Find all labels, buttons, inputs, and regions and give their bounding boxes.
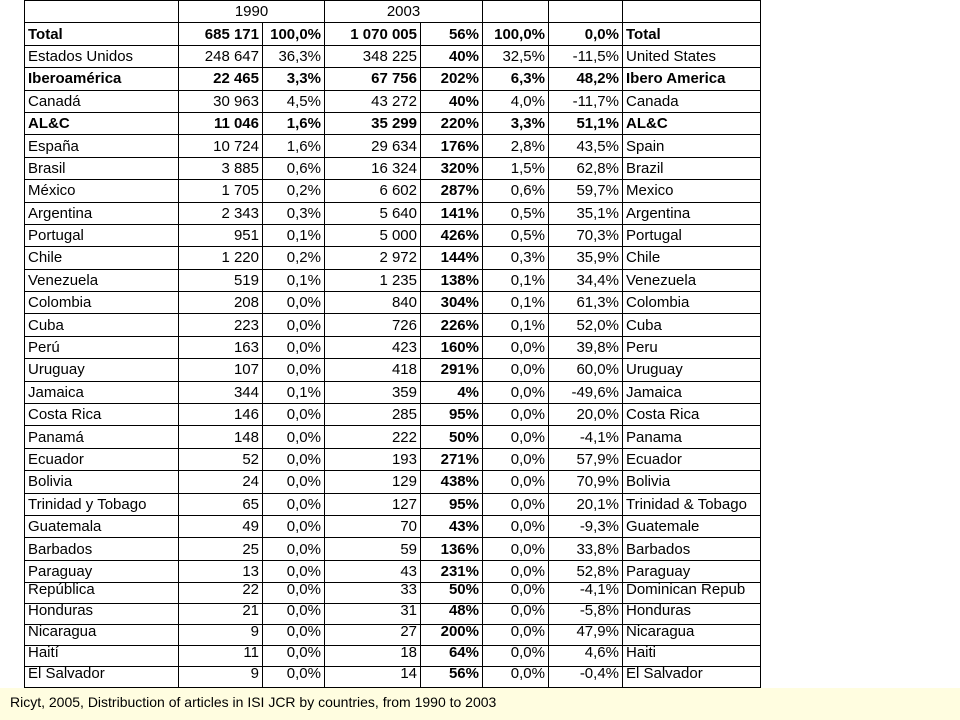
share-2003-cell: 0,0% (483, 493, 549, 515)
country-en-cell: Trinidad & Tobago (623, 493, 761, 515)
table-row (25, 448, 761, 470)
share-1990-cell: 0,1% (263, 381, 325, 403)
share-2003-cell: 0,0% (483, 625, 549, 646)
share-1990-cell: 0,1% (263, 269, 325, 291)
articles-1990-cell: 52 (179, 448, 263, 470)
articles-2003-cell: 193 (325, 448, 421, 470)
growth-cell: 136% (421, 538, 483, 560)
share-1990-cell: 0,3% (263, 202, 325, 224)
share-1990-cell: 0,0% (263, 560, 325, 582)
table-row (25, 292, 761, 314)
share-1990-cell: 0,0% (263, 448, 325, 470)
country-es-cell: México (25, 180, 179, 202)
articles-1990-cell: 65 (179, 493, 263, 515)
share-1990-cell: 4,5% (263, 90, 325, 112)
country-en-cell: Dominican Repub (623, 583, 761, 604)
share-1990-cell: 0,0% (263, 471, 325, 493)
country-es-cell: Canadá (25, 90, 179, 112)
share-change-cell: -11,5% (549, 45, 623, 67)
share-1990-cell: 36,3% (263, 45, 325, 67)
share-2003-cell: 0,0% (483, 359, 549, 381)
share-change-cell: 20,0% (549, 404, 623, 426)
share-change-cell: -0,4% (549, 667, 623, 688)
articles-1990-cell: 13 (179, 560, 263, 582)
articles-2003-cell: 14 (325, 667, 421, 688)
country-en-cell: Ibero America (623, 68, 761, 90)
share-change-cell: 70,3% (549, 224, 623, 246)
growth-cell: 426% (421, 224, 483, 246)
share-change-cell: 60,0% (549, 359, 623, 381)
articles-1990-cell: 685 171 (179, 23, 263, 45)
articles-2003-cell: 31 (325, 604, 421, 625)
country-es-cell: Costa Rica (25, 404, 179, 426)
share-change-cell: 59,7% (549, 180, 623, 202)
share-2003-cell: 0,0% (483, 448, 549, 470)
articles-2003-cell: 16 324 (325, 157, 421, 179)
table-row (25, 202, 761, 224)
share-2003-cell: 0,0% (483, 646, 549, 667)
growth-cell: 4% (421, 381, 483, 403)
source-caption: Ricyt, 2005, Distribuction of articles in ISI JCR by countries, from 1990 to 2003 (0, 688, 960, 720)
share-2003-cell: 0,0% (483, 604, 549, 625)
articles-2003-cell: 348 225 (325, 45, 421, 67)
share-change-cell: 35,1% (549, 202, 623, 224)
share-1990-cell: 0,0% (263, 314, 325, 336)
share-change-cell: 52,0% (549, 314, 623, 336)
articles-2003-cell: 1 235 (325, 269, 421, 291)
articles-2003-cell: 35 299 (325, 112, 421, 134)
country-en-cell: Total (623, 23, 761, 45)
share-2003-cell: 0,1% (483, 269, 549, 291)
articles-1990-cell: 146 (179, 404, 263, 426)
country-en-cell: Haiti (623, 646, 761, 667)
country-es-cell: Barbados (25, 538, 179, 560)
articles-1990-cell: 1 705 (179, 180, 263, 202)
country-es-cell: República (25, 583, 179, 604)
growth-cell: 144% (421, 247, 483, 269)
growth-cell: 50% (421, 426, 483, 448)
country-en-cell: Paraguay (623, 560, 761, 582)
table-row (25, 112, 761, 134)
share-2003-cell: 0,0% (483, 426, 549, 448)
articles-2003-cell: 127 (325, 493, 421, 515)
share-change-cell: 61,3% (549, 292, 623, 314)
share-change-cell: 48,2% (549, 68, 623, 90)
growth-cell: 320% (421, 157, 483, 179)
table-row (25, 157, 761, 179)
share-change-cell: 33,8% (549, 538, 623, 560)
share-change-cell: 43,5% (549, 135, 623, 157)
country-es-cell: Total (25, 23, 179, 45)
articles-1990-cell: 11 (179, 646, 263, 667)
country-en-cell: Uruguay (623, 359, 761, 381)
articles-1990-cell: 148 (179, 426, 263, 448)
header-blank (483, 1, 549, 23)
articles-2003-cell: 1 070 005 (325, 23, 421, 45)
share-change-cell: 39,8% (549, 336, 623, 358)
table-row (25, 646, 761, 667)
share-1990-cell: 0,0% (263, 538, 325, 560)
articles-1990-cell: 344 (179, 381, 263, 403)
articles-2003-cell: 67 756 (325, 68, 421, 90)
share-2003-cell: 0,0% (483, 583, 549, 604)
growth-cell: 64% (421, 646, 483, 667)
share-2003-cell: 0,0% (483, 667, 549, 688)
country-articles-table (24, 0, 761, 688)
country-en-cell: Barbados (623, 538, 761, 560)
country-es-cell: Colombia (25, 292, 179, 314)
share-1990-cell: 0,0% (263, 625, 325, 646)
country-en-cell: Ecuador (623, 448, 761, 470)
table-row (25, 45, 761, 67)
share-change-cell: -4,1% (549, 426, 623, 448)
articles-1990-cell: 10 724 (179, 135, 263, 157)
share-1990-cell: 0,0% (263, 336, 325, 358)
growth-cell: 95% (421, 404, 483, 426)
articles-2003-cell: 726 (325, 314, 421, 336)
table-row (25, 560, 761, 582)
share-change-cell: -49,6% (549, 381, 623, 403)
table-row (25, 583, 761, 604)
growth-cell: 438% (421, 471, 483, 493)
share-1990-cell: 0,0% (263, 404, 325, 426)
share-2003-cell: 0,0% (483, 381, 549, 403)
table-row (25, 625, 761, 646)
share-1990-cell: 0,0% (263, 292, 325, 314)
country-es-cell: Cuba (25, 314, 179, 336)
articles-2003-cell: 423 (325, 336, 421, 358)
table-row (25, 404, 761, 426)
articles-2003-cell: 840 (325, 292, 421, 314)
articles-1990-cell: 22 (179, 583, 263, 604)
articles-2003-cell: 29 634 (325, 135, 421, 157)
country-es-cell: Nicaragua (25, 625, 179, 646)
country-es-cell: Paraguay (25, 560, 179, 582)
articles-1990-cell: 9 (179, 625, 263, 646)
growth-cell: 202% (421, 68, 483, 90)
header-blank (623, 1, 761, 23)
growth-cell: 176% (421, 135, 483, 157)
share-2003-cell: 32,5% (483, 45, 549, 67)
share-2003-cell: 0,1% (483, 292, 549, 314)
share-1990-cell: 0,1% (263, 224, 325, 246)
articles-2003-cell: 5 000 (325, 224, 421, 246)
table-row (25, 359, 761, 381)
share-change-cell: 4,6% (549, 646, 623, 667)
country-en-cell: Portugal (623, 224, 761, 246)
articles-1990-cell: 3 885 (179, 157, 263, 179)
share-2003-cell: 0,5% (483, 202, 549, 224)
articles-2003-cell: 2 972 (325, 247, 421, 269)
share-change-cell: 62,8% (549, 157, 623, 179)
country-en-cell: Honduras (623, 604, 761, 625)
growth-cell: 226% (421, 314, 483, 336)
country-en-cell: Bolivia (623, 471, 761, 493)
share-1990-cell: 0,0% (263, 493, 325, 515)
articles-1990-cell: 2 343 (179, 202, 263, 224)
share-1990-cell: 0,0% (263, 426, 325, 448)
share-2003-cell: 0,0% (483, 471, 549, 493)
growth-cell: 56% (421, 23, 483, 45)
articles-2003-cell: 222 (325, 426, 421, 448)
country-es-cell: Bolivia (25, 471, 179, 493)
country-es-cell: Honduras (25, 604, 179, 625)
share-1990-cell: 3,3% (263, 68, 325, 90)
share-1990-cell: 0,0% (263, 604, 325, 625)
growth-cell: 141% (421, 202, 483, 224)
country-en-cell: Jamaica (623, 381, 761, 403)
country-es-cell: Haití (25, 646, 179, 667)
share-2003-cell: 4,0% (483, 90, 549, 112)
articles-1990-cell: 9 (179, 667, 263, 688)
growth-cell: 291% (421, 359, 483, 381)
articles-2003-cell: 59 (325, 538, 421, 560)
growth-cell: 50% (421, 583, 483, 604)
articles-1990-cell: 30 963 (179, 90, 263, 112)
country-en-cell: Peru (623, 336, 761, 358)
table-row (25, 538, 761, 560)
country-es-cell: Uruguay (25, 359, 179, 381)
share-2003-cell: 100,0% (483, 23, 549, 45)
country-en-cell: Brazil (623, 157, 761, 179)
articles-1990-cell: 951 (179, 224, 263, 246)
share-2003-cell: 0,5% (483, 224, 549, 246)
table-row (25, 604, 761, 625)
country-es-cell: Guatemala (25, 515, 179, 537)
growth-cell: 304% (421, 292, 483, 314)
articles-2003-cell: 70 (325, 515, 421, 537)
articles-2003-cell: 129 (325, 471, 421, 493)
articles-1990-cell: 163 (179, 336, 263, 358)
right-blank-area (758, 0, 960, 688)
articles-2003-cell: 6 602 (325, 180, 421, 202)
articles-1990-cell: 223 (179, 314, 263, 336)
share-2003-cell: 3,3% (483, 112, 549, 134)
articles-1990-cell: 21 (179, 604, 263, 625)
share-2003-cell: 0,3% (483, 247, 549, 269)
articles-1990-cell: 248 647 (179, 45, 263, 67)
country-en-cell: El Salvador (623, 667, 761, 688)
country-es-cell: Ecuador (25, 448, 179, 470)
articles-2003-cell: 43 (325, 560, 421, 582)
growth-cell: 56% (421, 667, 483, 688)
articles-2003-cell: 418 (325, 359, 421, 381)
country-es-cell: Chile (25, 247, 179, 269)
header-year-2003: 2003 (325, 1, 483, 23)
growth-cell: 160% (421, 336, 483, 358)
country-es-cell: Venezuela (25, 269, 179, 291)
share-1990-cell: 100,0% (263, 23, 325, 45)
articles-1990-cell: 49 (179, 515, 263, 537)
growth-cell: 287% (421, 180, 483, 202)
share-2003-cell: 0,0% (483, 515, 549, 537)
share-1990-cell: 0,0% (263, 583, 325, 604)
share-1990-cell: 1,6% (263, 112, 325, 134)
articles-1990-cell: 107 (179, 359, 263, 381)
share-2003-cell: 0,0% (483, 560, 549, 582)
header-row (25, 1, 761, 23)
share-2003-cell: 0,0% (483, 336, 549, 358)
table-row (25, 135, 761, 157)
table-row (25, 23, 761, 45)
country-en-cell: Chile (623, 247, 761, 269)
share-1990-cell: 1,6% (263, 135, 325, 157)
share-change-cell: 35,9% (549, 247, 623, 269)
share-change-cell: 47,9% (549, 625, 623, 646)
country-en-cell: Cuba (623, 314, 761, 336)
country-es-cell: Iberoamérica (25, 68, 179, 90)
growth-cell: 40% (421, 90, 483, 112)
country-en-cell: Argentina (623, 202, 761, 224)
share-1990-cell: 0,0% (263, 359, 325, 381)
country-en-cell: Costa Rica (623, 404, 761, 426)
country-es-cell: Portugal (25, 224, 179, 246)
articles-1990-cell: 1 220 (179, 247, 263, 269)
growth-cell: 231% (421, 560, 483, 582)
share-change-cell: 20,1% (549, 493, 623, 515)
growth-cell: 43% (421, 515, 483, 537)
share-2003-cell: 1,5% (483, 157, 549, 179)
share-1990-cell: 0,6% (263, 157, 325, 179)
country-es-cell: Estados Unidos (25, 45, 179, 67)
country-en-cell: Guatemale (623, 515, 761, 537)
table-row (25, 381, 761, 403)
share-2003-cell: 0,0% (483, 404, 549, 426)
country-es-cell: Panamá (25, 426, 179, 448)
articles-2003-cell: 43 272 (325, 90, 421, 112)
share-2003-cell: 0,0% (483, 538, 549, 560)
articles-2003-cell: 27 (325, 625, 421, 646)
share-change-cell: -9,3% (549, 515, 623, 537)
table-row (25, 269, 761, 291)
country-es-cell: AL&C (25, 112, 179, 134)
share-change-cell: -4,1% (549, 583, 623, 604)
share-1990-cell: 0,0% (263, 646, 325, 667)
growth-cell: 220% (421, 112, 483, 134)
share-change-cell: 51,1% (549, 112, 623, 134)
country-es-cell: El Salvador (25, 667, 179, 688)
articles-1990-cell: 25 (179, 538, 263, 560)
growth-cell: 200% (421, 625, 483, 646)
country-en-cell: Panama (623, 426, 761, 448)
table-row (25, 90, 761, 112)
country-es-cell: Brasil (25, 157, 179, 179)
share-1990-cell: 0,0% (263, 515, 325, 537)
share-change-cell: -5,8% (549, 604, 623, 625)
share-1990-cell: 0,2% (263, 180, 325, 202)
country-es-cell: Trinidad y Tobago (25, 493, 179, 515)
header-blank (25, 1, 179, 23)
share-change-cell: 57,9% (549, 448, 623, 470)
share-2003-cell: 0,6% (483, 180, 549, 202)
articles-1990-cell: 24 (179, 471, 263, 493)
share-2003-cell: 6,3% (483, 68, 549, 90)
growth-cell: 271% (421, 448, 483, 470)
table-row (25, 493, 761, 515)
country-en-cell: AL&C (623, 112, 761, 134)
table-row (25, 247, 761, 269)
table-row (25, 426, 761, 448)
table-row (25, 68, 761, 90)
share-change-cell: -11,7% (549, 90, 623, 112)
country-en-cell: Mexico (623, 180, 761, 202)
share-1990-cell: 0,2% (263, 247, 325, 269)
table-row (25, 667, 761, 688)
header-blank (549, 1, 623, 23)
country-en-cell: Canada (623, 90, 761, 112)
country-es-cell: Jamaica (25, 381, 179, 403)
table-row (25, 515, 761, 537)
growth-cell: 95% (421, 493, 483, 515)
share-1990-cell: 0,0% (263, 667, 325, 688)
articles-1990-cell: 519 (179, 269, 263, 291)
growth-cell: 48% (421, 604, 483, 625)
share-change-cell: 0,0% (549, 23, 623, 45)
articles-1990-cell: 22 465 (179, 68, 263, 90)
country-es-cell: Perú (25, 336, 179, 358)
articles-2003-cell: 285 (325, 404, 421, 426)
country-en-cell: United States (623, 45, 761, 67)
country-es-cell: Argentina (25, 202, 179, 224)
share-change-cell: 34,4% (549, 269, 623, 291)
articles-2003-cell: 18 (325, 646, 421, 667)
header-year-1990: 1990 (179, 1, 325, 23)
country-en-cell: Colombia (623, 292, 761, 314)
table-row (25, 336, 761, 358)
growth-cell: 40% (421, 45, 483, 67)
table-row (25, 314, 761, 336)
country-en-cell: Spain (623, 135, 761, 157)
share-2003-cell: 2,8% (483, 135, 549, 157)
growth-cell: 138% (421, 269, 483, 291)
share-change-cell: 70,9% (549, 471, 623, 493)
articles-2003-cell: 33 (325, 583, 421, 604)
table-row (25, 224, 761, 246)
articles-2003-cell: 359 (325, 381, 421, 403)
table-row (25, 180, 761, 202)
articles-2003-cell: 5 640 (325, 202, 421, 224)
articles-1990-cell: 11 046 (179, 112, 263, 134)
share-change-cell: 52,8% (549, 560, 623, 582)
table-row (25, 471, 761, 493)
country-es-cell: España (25, 135, 179, 157)
country-en-cell: Venezuela (623, 269, 761, 291)
share-2003-cell: 0,1% (483, 314, 549, 336)
country-en-cell: Nicaragua (623, 625, 761, 646)
articles-1990-cell: 208 (179, 292, 263, 314)
